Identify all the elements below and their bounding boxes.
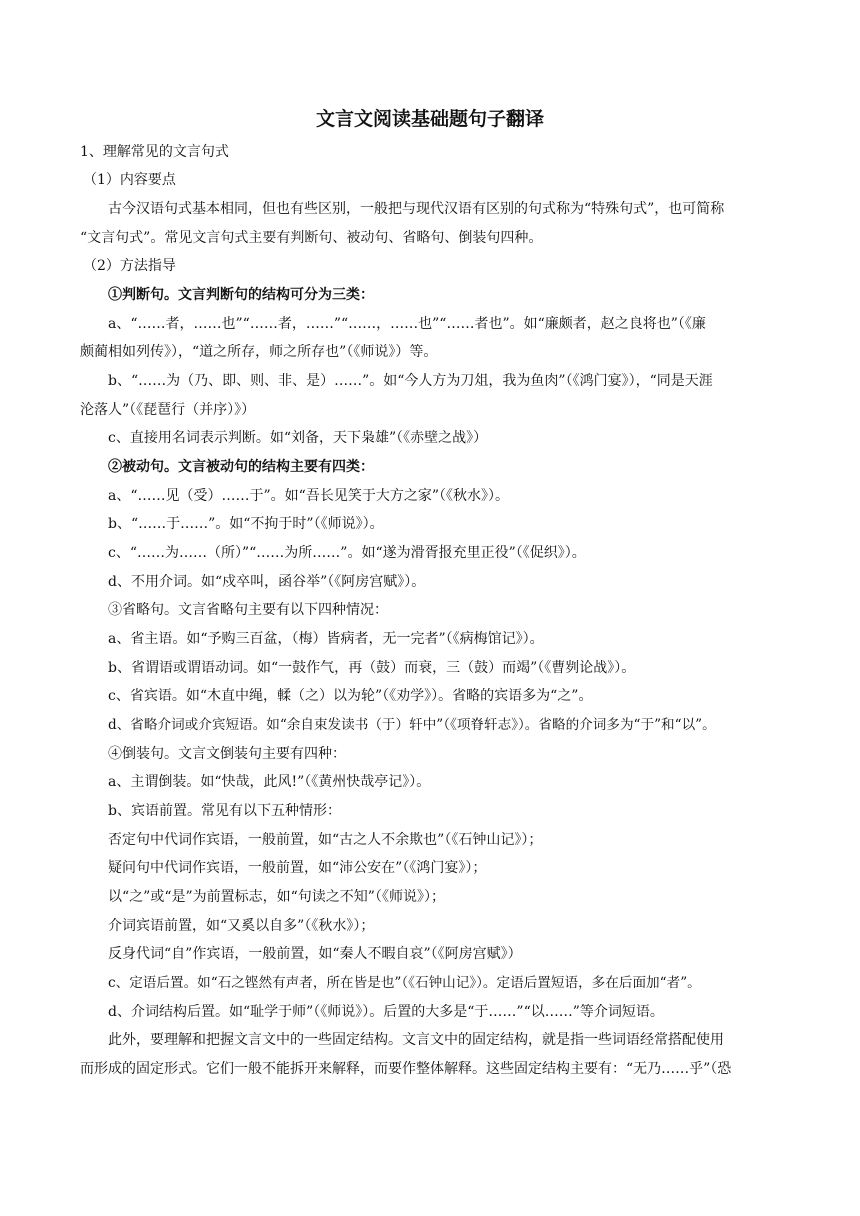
passive-heading: ②被动句。文言被动句的结构主要有四类：	[108, 459, 374, 475]
judgement-heading: ①判断句。文言判断句的结构可分为三类：	[108, 287, 374, 303]
list-item: b、“……于……”。如“不拘于时”（《师说》）。	[108, 516, 384, 532]
paragraph-line: “文言句式”。常见文言句式主要有判断句、被动句、省略句、倒装句四种。	[80, 230, 543, 246]
list-item: d、不用介词。如“戍卒叫，函谷举”（《阿房宫赋》）。	[108, 574, 426, 590]
list-item: d、介词结构后置。如“耻学于师”（《师说》）。后置的大多是“于……”“以……”等介词短语。	[108, 1004, 664, 1020]
sub-list-item: 否定句中代词作宾语，一般前置，如“古之人不余欺也”（《石钟山记》）；	[108, 832, 543, 848]
list-item: c、直接用名词表示判断。如“刘备，天下枭雄”（《赤壁之战》）	[108, 430, 488, 446]
subsection-heading: （1）内容要点	[83, 172, 176, 188]
sub-list-item: 以“之”或“是”为前置标志，如“句读之不知”（《师说》）；	[108, 889, 445, 905]
sub-list-item: 介词宾语前置，如“又奚以自多”（《秋水》）；	[108, 918, 375, 934]
list-item: b、“……为（乃、即、则、非、是）……”。如“今人方为刀俎，我为鱼肉”（《鸿门宴》），“同是天涯	[108, 373, 713, 389]
list-item: d、省略介词或介宾短语。如“余自束发读书（于）轩中”（《项脊轩志》）。省略的介词多为“于”和“以”。	[108, 717, 716, 733]
list-item: a、“……者，……也”“……者，……”“……，……也”“……者也”。如“廉颇者，赵之良将也”（《廉	[108, 316, 706, 332]
sub-list-item: 反身代词“自”作宾语，一般前置，如“秦人不暇自哀”（《阿房宫赋》）	[108, 946, 522, 962]
paragraph-line: 此外，要理解和把握文言文中的一些固定结构。文言文中的固定结构，就是指一些词语经常搭配使用	[108, 1032, 724, 1048]
subsection-heading: （2）方法指导	[83, 258, 176, 274]
list-item: a、省主语。如“予购三百盆，（梅）皆病者，无一完者”（《病梅馆记》）。	[108, 631, 544, 647]
list-item: a、主谓倒装。如“快哉，此风!”（《黄州快哉亭记》）。	[108, 774, 431, 790]
omission-heading: ③省略句。文言省略句主要有以下四种情况：	[108, 602, 388, 618]
section-heading: 1、理解常见的文言句式	[80, 144, 229, 160]
list-item: c、省宾语。如“木直中绳，輮（之）以为轮”（《劝学》）。省略的宾语多为“之”。	[108, 688, 593, 704]
list-item: b、省谓语或谓语动词。如“一鼓作气，再（鼓）而衰，三（鼓）而竭”（《曹刿论战》）。	[108, 660, 636, 676]
list-item: c、“……为……（所）”“……为所……”。如“遂为滑胥报充里正役”（《促织》）。	[108, 545, 586, 561]
list-item-continuation: 颇蔺相如列传》），“道之所存，师之所存也”（《师说》）等。	[80, 344, 438, 360]
list-item-continuation: 沦落人”（《琵琶行（并序）》）	[80, 402, 256, 418]
sub-list-item: 疑问句中代词作宾语，一般前置，如“沛公安在”（《鸿门宴》）；	[108, 860, 487, 876]
document-title: 文言文阅读基础题句子翻译	[315, 108, 544, 130]
inversion-heading: ④倒装句。文言文倒装句主要有四种：	[108, 746, 346, 762]
paragraph-line: 而形成的固定形式。它们一般不能拆开来解释，而要作整体解释。这些固定结构主要有：“无乃……乎”（恐	[80, 1061, 732, 1077]
paragraph-line: 古今汉语句式基本相同，但也有些区别，一般把与现代汉语有区别的句式称为“特殊句式”，也可简称	[108, 201, 725, 217]
list-item: b、宾语前置。常见有以下五种情形：	[108, 803, 341, 819]
list-item: c、定语后置。如“石之铿然有声者，所在皆是也”（《石钟山记》）。定语后置短语，多在后面加“者”。	[108, 975, 701, 991]
list-item: a、“……见（受）……于”。如“吾长见笑于大方之家”（《秋水》）。	[108, 488, 509, 504]
